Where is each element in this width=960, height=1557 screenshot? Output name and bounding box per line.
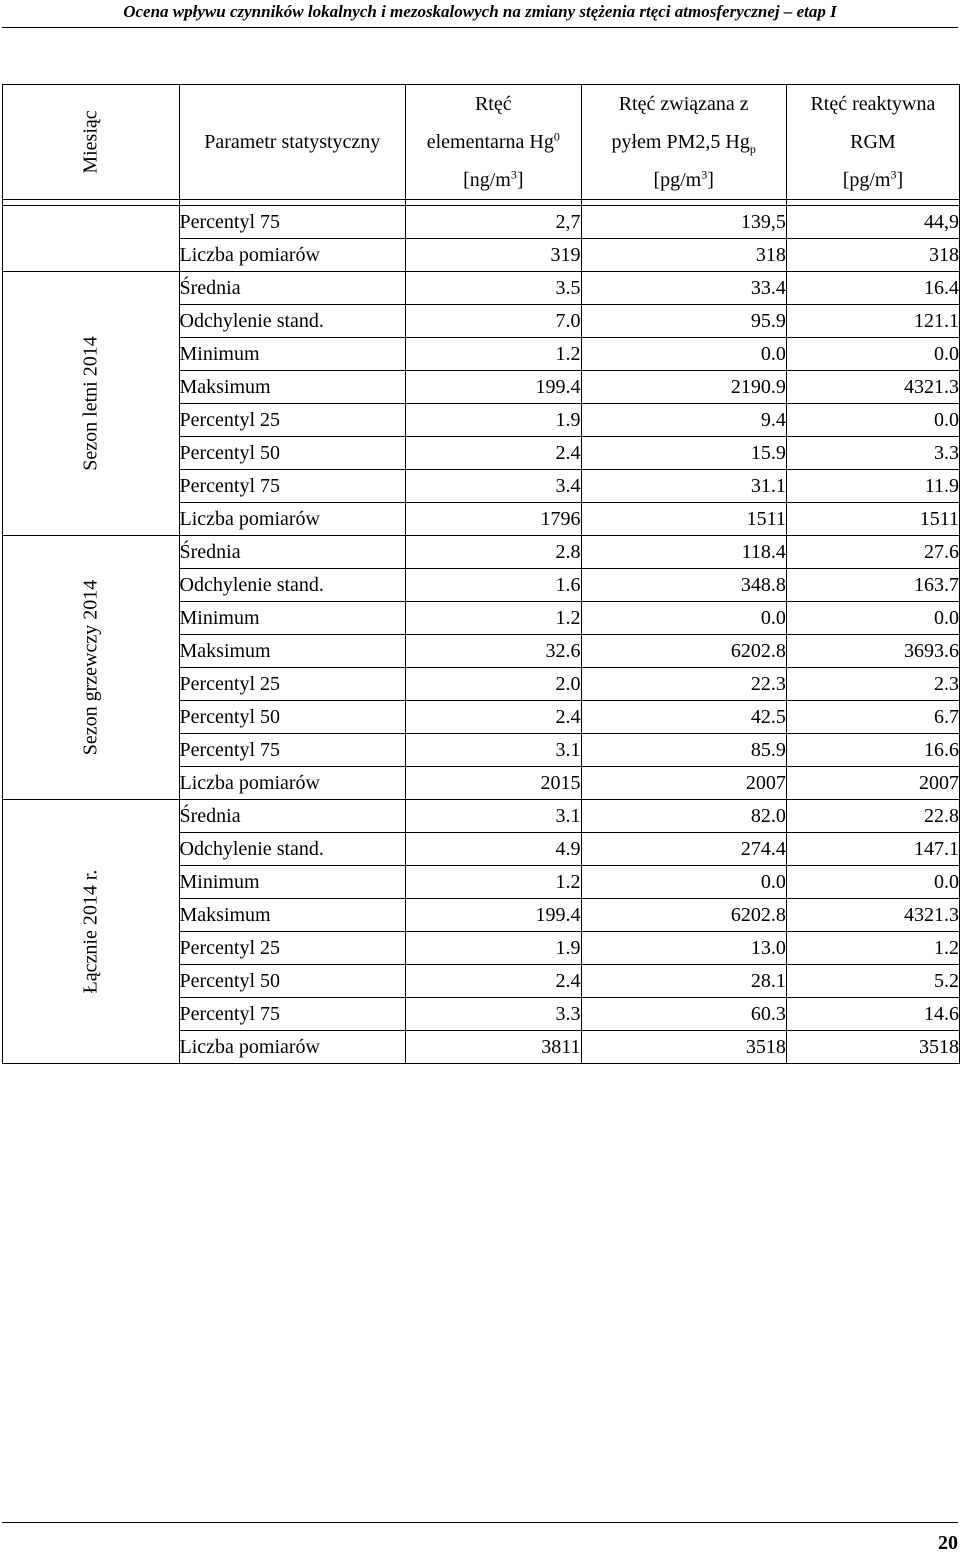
hg0-value: 7.0 bbox=[406, 305, 581, 338]
hgp-value: 3518 bbox=[581, 1031, 786, 1064]
hgp-value: 2007 bbox=[581, 767, 786, 800]
season-total-label: Łącznie 2014 r. bbox=[79, 869, 102, 994]
row-label: Średnia bbox=[179, 536, 406, 569]
hgp-line2: pyłem PM2,5 $Hg_p$ bbox=[611, 131, 756, 156]
hgp-value: 33.4 bbox=[581, 272, 786, 305]
row-label: Liczba pomiarów bbox=[179, 767, 406, 800]
season-heating-label: Sezon grzewczy 2014 bbox=[79, 579, 102, 756]
hg0-value: 199.4 bbox=[406, 899, 581, 932]
header-title: Ocena wpływu czynników lokalnych i mezoskalowych na zmiany stężenia rtęci atmosferycznej bbox=[123, 2, 780, 21]
row-label: Percentyl 25 bbox=[179, 404, 406, 437]
rgm-value: 11.9 bbox=[786, 470, 959, 503]
hg0-value: 2.4 bbox=[406, 965, 581, 998]
hg0-value: 1.2 bbox=[406, 338, 581, 371]
hg0-value: 2.4 bbox=[406, 701, 581, 734]
hgp-value: 15.9 bbox=[581, 437, 786, 470]
hgp-value: 6202.8 bbox=[581, 899, 786, 932]
row-label: Minimum bbox=[179, 338, 406, 371]
season-summer-cell bbox=[3, 272, 180, 536]
hgp-value: 274.4 bbox=[581, 833, 786, 866]
header-rule bbox=[2, 27, 958, 28]
header-dash: – bbox=[783, 2, 793, 21]
rgm-value: 3.3 bbox=[786, 437, 959, 470]
rgm-value: 5.2 bbox=[786, 965, 959, 998]
hg0-value: 1796 bbox=[406, 503, 581, 536]
month-cell-empty bbox=[3, 206, 180, 272]
hg0-line2: elementarna Hg$^0$ bbox=[426, 129, 560, 153]
table-row bbox=[3, 206, 960, 239]
rgm-value: 4321.3 bbox=[786, 371, 959, 404]
rgm-value: 3693.6 bbox=[786, 635, 959, 668]
parameter-label: Parametr statystyczny bbox=[204, 131, 381, 153]
hgp-value: 6202.8 bbox=[581, 635, 786, 668]
hgp-value: 0.0 bbox=[581, 866, 786, 899]
hgp-value: 348.8 bbox=[581, 569, 786, 602]
rgm-value: 22.8 bbox=[786, 800, 959, 833]
rgm-value: 1511 bbox=[786, 503, 959, 536]
season-total-cell bbox=[3, 800, 180, 1064]
footer-rule bbox=[2, 1522, 958, 1523]
column-header-parameter bbox=[179, 85, 406, 200]
hgp-value: 139,5 bbox=[581, 206, 786, 239]
hgp-value: 9.4 bbox=[581, 404, 786, 437]
statistics-table bbox=[2, 84, 960, 1064]
hg0-value: 3.1 bbox=[406, 734, 581, 767]
hg0-value: 1.9 bbox=[406, 932, 581, 965]
rgm-value: 2.3 bbox=[786, 668, 959, 701]
hgp-value: 60.3 bbox=[581, 998, 786, 1031]
hgp-line1: Rtęć związana z bbox=[618, 93, 749, 115]
row-label: Percentyl 25 bbox=[179, 932, 406, 965]
row-label: Liczba pomiarów bbox=[179, 239, 406, 272]
hg0-value: 2.0 bbox=[406, 668, 581, 701]
hg0-value: 3.4 bbox=[406, 470, 581, 503]
hg0-value: 3.1 bbox=[406, 800, 581, 833]
rgm-value: 27.6 bbox=[786, 536, 959, 569]
column-header-hgp bbox=[581, 85, 786, 200]
rgm-unit: $[pg/m^3]$ bbox=[842, 167, 904, 191]
row-label: Odchylenie stand. bbox=[179, 833, 406, 866]
rgm-value: 0.0 bbox=[786, 404, 959, 437]
hg0-value: 199.4 bbox=[406, 371, 581, 404]
hgp-value: 318 bbox=[581, 239, 786, 272]
hgp-value: 31.1 bbox=[581, 470, 786, 503]
hg0-value: 3.3 bbox=[406, 998, 581, 1031]
column-header-rgm bbox=[786, 85, 959, 200]
hg0-value: 319 bbox=[406, 239, 581, 272]
hgp-unit: $[pg/m^3]$ bbox=[653, 167, 714, 191]
row-label: Percentyl 50 bbox=[179, 437, 406, 470]
row-label: Percentyl 50 bbox=[179, 701, 406, 734]
column-header-month bbox=[3, 85, 180, 200]
rgm-value: 1.2 bbox=[786, 932, 959, 965]
hg0-value: 1.2 bbox=[406, 602, 581, 635]
table-row bbox=[3, 800, 960, 833]
hg0-value: 1.6 bbox=[406, 569, 581, 602]
rgm-value: 4321.3 bbox=[786, 899, 959, 932]
hgp-value: 2190.9 bbox=[581, 371, 786, 404]
row-label: Percentyl 25 bbox=[179, 668, 406, 701]
row-label: Liczba pomiarów bbox=[179, 503, 406, 536]
rgm-line1: Rtęć reaktywna bbox=[810, 93, 936, 115]
row-label: Minimum bbox=[179, 602, 406, 635]
hg0-value: 3811 bbox=[406, 1031, 581, 1064]
hgp-value: 95.9 bbox=[581, 305, 786, 338]
row-label: Odchylenie stand. bbox=[179, 305, 406, 338]
row-label: Percentyl 75 bbox=[179, 998, 406, 1031]
rgm-value: 14.6 bbox=[786, 998, 959, 1031]
row-label: Percentyl 75 bbox=[179, 470, 406, 503]
row-label: Średnia bbox=[179, 800, 406, 833]
row-label: Percentyl 75 bbox=[179, 734, 406, 767]
table-header-row bbox=[3, 85, 960, 200]
rgm-value: 3518 bbox=[786, 1031, 959, 1064]
row-label: Maksimum bbox=[179, 371, 406, 404]
running-header bbox=[0, 0, 960, 26]
hgp-value: 22.3 bbox=[581, 668, 786, 701]
season-heating-cell bbox=[3, 536, 180, 800]
row-label: Średnia bbox=[179, 272, 406, 305]
rgm-value: 0.0 bbox=[786, 602, 959, 635]
table-row bbox=[3, 272, 960, 305]
rgm-value: 0.0 bbox=[786, 338, 959, 371]
hgp-value: 28.1 bbox=[581, 965, 786, 998]
page-number: 20 bbox=[938, 1532, 958, 1554]
table-row bbox=[3, 536, 960, 569]
hg0-line1: Rtęć bbox=[474, 93, 512, 115]
hgp-value: 42.5 bbox=[581, 701, 786, 734]
column-header-hg0 bbox=[406, 85, 581, 200]
row-label: Percentyl 50 bbox=[179, 965, 406, 998]
month-label: Miesiąc bbox=[79, 110, 102, 174]
hgp-value: 0.0 bbox=[581, 338, 786, 371]
row-label: Odchylenie stand. bbox=[179, 569, 406, 602]
hg0-value: 2.4 bbox=[406, 437, 581, 470]
row-label: Minimum bbox=[179, 866, 406, 899]
hg0-value: 32.6 bbox=[406, 635, 581, 668]
hgp-value: 0.0 bbox=[581, 602, 786, 635]
hgp-value: 82.0 bbox=[581, 800, 786, 833]
hgp-value: 85.9 bbox=[581, 734, 786, 767]
rgm-value: 16.4 bbox=[786, 272, 959, 305]
row-label: Maksimum bbox=[179, 899, 406, 932]
hgp-value: 13.0 bbox=[581, 932, 786, 965]
rgm-value: 2007 bbox=[786, 767, 959, 800]
header-stage: etap I bbox=[796, 2, 837, 21]
hgp-value: 1511 bbox=[581, 503, 786, 536]
rgm-value: 318 bbox=[786, 239, 959, 272]
hg0-value: 2,7 bbox=[406, 206, 581, 239]
hg0-value: 1.2 bbox=[406, 866, 581, 899]
hg0-value: 4.9 bbox=[406, 833, 581, 866]
rgm-value: 147.1 bbox=[786, 833, 959, 866]
rgm-value: 121.1 bbox=[786, 305, 959, 338]
rgm-value: 16.6 bbox=[786, 734, 959, 767]
hg0-value: 3.5 bbox=[406, 272, 581, 305]
rgm-value: 0.0 bbox=[786, 866, 959, 899]
rgm-value: 44,9 bbox=[786, 206, 959, 239]
hgp-value: 118.4 bbox=[581, 536, 786, 569]
row-label: Percentyl 75 bbox=[179, 206, 406, 239]
rgm-value: 6.7 bbox=[786, 701, 959, 734]
hg0-value: 1.9 bbox=[406, 404, 581, 437]
row-label: Maksimum bbox=[179, 635, 406, 668]
hg0-unit: $[ng/m^3]$ bbox=[463, 167, 524, 191]
row-label: Liczba pomiarów bbox=[179, 1031, 406, 1064]
hg0-value: 2015 bbox=[406, 767, 581, 800]
season-summer-label: Sezon letni 2014 bbox=[79, 336, 102, 471]
hg0-value: 2.8 bbox=[406, 536, 581, 569]
rgm-value: 163.7 bbox=[786, 569, 959, 602]
rgm-line2: RGM bbox=[850, 131, 896, 153]
